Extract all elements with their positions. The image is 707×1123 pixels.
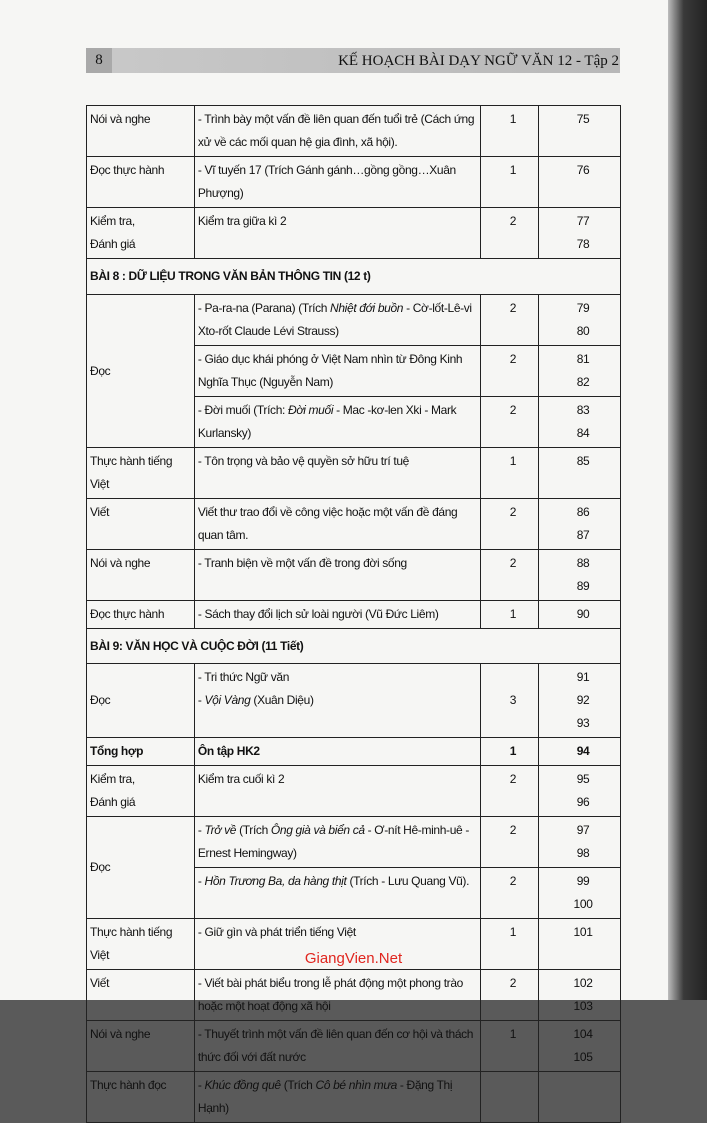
periods-cell: 1 [480,106,538,157]
table-row [87,295,621,346]
content-text: - Đặng Thị Hạnh) [197,1078,453,1115]
lesson-numbers-cell: 75 [539,106,621,157]
activity-cell: Kiểm tra, Đánh giá [87,766,195,817]
content-text: Kiểm tra cuối kì 2 [197,772,285,786]
content-cell [194,106,480,157]
activity-cell: Kiểm tra, Đánh giá [87,208,195,259]
lesson-numbers-cell: 83 84 [539,397,621,448]
lesson-numbers-cell: 101 [539,919,621,970]
lesson-numbers-cell: 94 [539,738,621,766]
activity-cell: Viết [87,499,195,550]
content-text: - Tri thức Ngữ văn - [197,670,290,707]
content-text: - Thuyết trình một vấn đề liên quan đến cơ hội và thách thức đối với đất nước [197,1027,474,1064]
content-text: - Giáo dục khái phóng ở Việt Nam nhìn từ Đông Kinh Nghĩa Thục (Nguyễn Nam) [197,352,463,389]
content-text: (Trích - Lưu Quang Vũ). [346,874,470,888]
table-row [87,664,621,738]
content-cell [194,295,480,346]
content-cell [194,1072,480,1123]
lesson-plan-table [86,105,621,1123]
lesson-numbers-cell: 86 87 [539,499,621,550]
content-cell [194,550,480,601]
content-cell [194,1021,480,1072]
content-text: - Cờ-lốt-Lê-vi Xto-rốt Claude Lévi Strauss) [197,301,472,338]
title-italic: Nhiệt đới buồn [330,301,404,315]
periods-cell: 2 [480,208,538,259]
lesson-numbers-cell [539,1072,621,1123]
activity-cell: Viết [87,970,195,1021]
title-italic: Trở về [204,823,237,837]
periods-cell: 3 [480,664,538,738]
content-text: Kiểm tra giữa kì 2 [197,214,287,228]
content-cell [194,738,480,766]
page-number: 8 [86,48,112,73]
content-text: Viết thư trao đổi về công việc hoặc một vấn đề đáng quan tâm. [197,505,458,542]
content-cell [194,346,480,397]
content-cell [194,208,480,259]
lesson-numbers-cell: 79 80 [539,295,621,346]
periods-cell: 2 [480,550,538,601]
content-text: - [197,823,205,837]
activity-cell: Nói và nghe [87,550,195,601]
table-row [87,1021,621,1072]
periods-cell: 2 [480,499,538,550]
activity-cell: Đọc [87,295,195,448]
title-italic: Khúc đồng quê [204,1078,281,1092]
watermark: GiangVien.Net [304,950,403,967]
content-text: (Trích [280,1078,316,1092]
activity-cell: Đọc [87,664,195,738]
content-cell [194,664,480,738]
content-text: - Tranh biện về một vấn đề trong đời sống [197,556,407,570]
activity-cell: Nói và nghe [87,1021,195,1072]
table-row [87,817,621,868]
title-italic: Ông già và biển cả [270,823,365,837]
table-row [87,766,621,817]
running-title: KẾ HOẠCH BÀI DẠY NGỮ VĂN 12 - Tập 2 [338,53,619,69]
lesson-numbers-cell: 88 89 [539,550,621,601]
content-text: (Xuân Diệu) [250,693,314,707]
activity-cell: Nói và nghe [87,106,195,157]
activity-cell: Đọc [87,817,195,919]
content-text: Ôn tập HK2 [197,744,260,758]
periods-cell [480,1072,538,1123]
content-cell [194,868,480,919]
content-text: - Mac -kơ-len Xki - Mark Kurlansky) [197,403,457,440]
activity-cell: Thực hành đọc [87,1072,195,1123]
table-row [87,1072,621,1123]
content-text: (Trích [236,823,271,837]
content-text: - Trình bày một vấn đề liên quan đến tuổi trẻ (Cách ứng xử về các mối quan hệ gia đình, xã hội). [197,112,475,149]
lesson-numbers-cell: 99 100 [539,868,621,919]
content-cell [194,817,480,868]
content-cell [194,157,480,208]
content-text: - Tôn trọng và bảo vệ quyền sở hữu trí tuệ [197,454,409,468]
activity-cell: Thực hành tiếng Việt [87,448,195,499]
content-cell [194,970,480,1021]
title-italic: Cô bé nhìn mưa [315,1078,397,1092]
content-cell [194,766,480,817]
title-italic: Hồn Trương Ba, da hàng thịt [204,874,347,888]
periods-cell: 1 [480,738,538,766]
lesson-numbers-cell: 97 98 [539,817,621,868]
content-text: - Đời muối (Trích: [197,403,289,417]
content-cell [194,499,480,550]
lesson-numbers-cell: 76 [539,157,621,208]
section-title: BÀI 8 : DỮ LIỆU TRONG VĂN BẢN THÔNG TIN (12 t) [87,259,621,295]
table-row [87,738,621,766]
periods-cell: 2 [480,766,538,817]
periods-cell: 1 [480,1021,538,1072]
section-heading-row [87,259,621,295]
table-row [87,208,621,259]
activity-cell: Đọc thực hành [87,601,195,629]
content-text: - Pa-ra-na (Parana) (Trích [197,301,331,315]
content-text: - Giữ gìn và phát triển tiếng Việt [197,925,356,939]
lesson-numbers-cell: 104 105 [539,1021,621,1072]
content-text: - [197,1078,205,1092]
content-cell [194,601,480,629]
title-italic: Đời muối [288,403,334,417]
lesson-numbers-cell: 90 [539,601,621,629]
activity-cell: Thực hành tiếng Việt [87,919,195,970]
periods-cell: 2 [480,970,538,1021]
table-row [87,601,621,629]
table-row [87,550,621,601]
table-row [87,448,621,499]
periods-cell: 2 [480,346,538,397]
content-cell [194,397,480,448]
table-row [87,106,621,157]
periods-cell: 1 [480,919,538,970]
content-cell [194,448,480,499]
title-italic: Vội Vàng [204,693,251,707]
periods-cell: 1 [480,601,538,629]
periods-cell: 2 [480,397,538,448]
content-text: - [197,874,205,888]
periods-cell: 2 [480,817,538,868]
content-text: - Viết bài phát biểu trong lễ phát động một phong trào hoặc một hoạt động xã hội [197,976,463,1013]
periods-cell: 2 [480,868,538,919]
table-row [87,157,621,208]
content-text: - Vĩ tuyến 17 (Trích Gánh gánh…gồng gồng…Xuân Phượng) [197,163,456,200]
section-title: BÀI 9: VĂN HỌC VÀ CUỘC ĐỜI (11 Tiết) [87,629,621,664]
lesson-numbers-cell: 95 96 [539,766,621,817]
activity-cell: Tổng hợp [87,738,195,766]
page-edge-shadow [668,0,707,1000]
lesson-numbers-cell: 85 [539,448,621,499]
periods-cell: 1 [480,157,538,208]
lesson-numbers-cell: 77 78 [539,208,621,259]
lesson-numbers-cell: 81 82 [539,346,621,397]
lesson-numbers-cell: 91 92 93 [539,664,621,738]
content-text: - Ơ-nít Hê-minh-uê - Ernest Hemingway) [197,823,469,860]
section-heading-row [87,629,621,664]
table-row [87,499,621,550]
content-text: - Sách thay đổi lịch sử loài người (Vũ Đức Liêm) [197,607,439,621]
lesson-numbers-cell: 102 103 [539,970,621,1021]
periods-cell: 2 [480,295,538,346]
activity-cell: Đọc thực hành [87,157,195,208]
periods-cell: 1 [480,448,538,499]
table-row [87,970,621,1021]
